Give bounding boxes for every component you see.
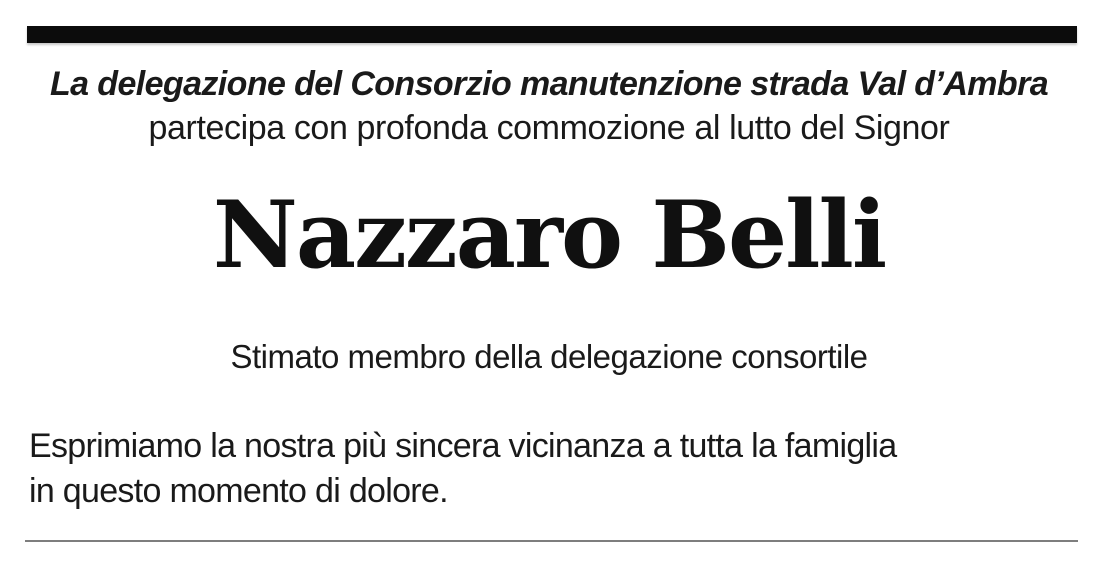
deceased-name: Nazzaro Belli (212, 180, 886, 289)
top-divider-bar (27, 26, 1077, 43)
participation-line: partecipa con profonda commozione al lutto del Signor (148, 109, 950, 147)
message-line-2: in questo momento di dolore. (29, 472, 448, 510)
intro-block (0, 62, 1098, 150)
message-block (29, 424, 1068, 514)
bottom-divider-line (25, 540, 1078, 542)
message-line-1: Esprimiamo la nostra più sincera vicinanza a tutta la famiglia (29, 427, 897, 465)
subtitle-line: Stimato membro della delegazione consortile (230, 338, 868, 375)
announcer-line: La delegazione del Consorzio manutenzione strada Val d’Ambra (49, 65, 1049, 103)
